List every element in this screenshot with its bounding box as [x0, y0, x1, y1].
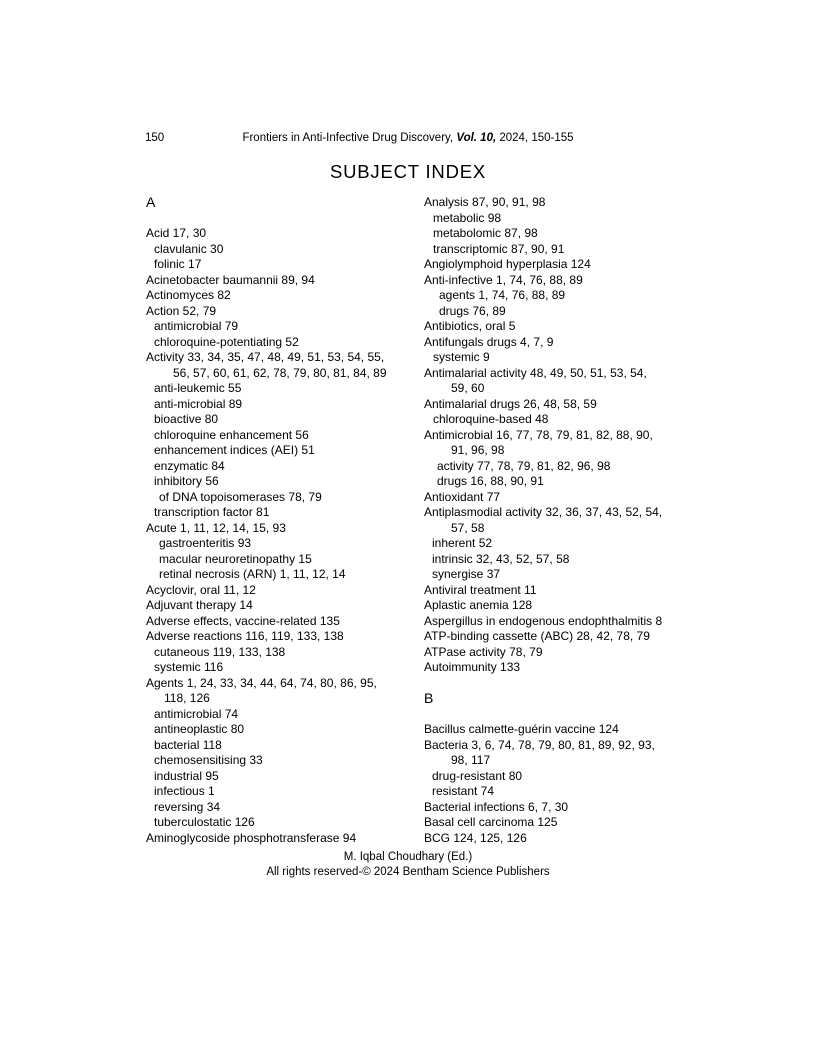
index-entry: chemosensitising 33 — [154, 753, 263, 767]
index-entry: Antiviral treatment 11 — [424, 582, 537, 597]
index-entry: Antibiotics, oral 5 — [424, 319, 516, 333]
footer-copyright: All rights reserved-© 2024 Bentham Science Publishers — [266, 866, 550, 878]
running-title-volume: Vol. 10, — [456, 132, 497, 144]
index-entry: Acute 1, 11, 12, 14, 15, 93 — [146, 520, 286, 535]
index-entry: 59, 60 — [451, 381, 485, 395]
index-entry: Antioxidant 77 — [424, 489, 501, 504]
index-entry: systemic 116 — [154, 660, 224, 674]
index-entry: Agents 1, 24, 33, 34, 44, 64, 74, 80, 86, 95, — [146, 675, 377, 690]
index-entry: Adjuvant therapy 14 — [146, 598, 253, 612]
index-entry: BCG 124, 125, 126 — [424, 830, 527, 845]
index-entry: antineoplastic 80 — [154, 722, 245, 736]
index-entry: drug-resistant 80 — [432, 768, 523, 783]
index-entry: transcription factor 81 — [154, 505, 270, 519]
index-entry: Adverse reactions 116, 119, 133, 138 — [146, 629, 344, 643]
running-title-prefix: Frontiers in Anti-Infective Drug Discovery, — [242, 132, 457, 144]
index-entry: systemic 9 — [433, 350, 490, 364]
index-entry: metabolomic 87, 98 — [433, 226, 538, 240]
index-entry: Antimalarial drugs 26, 48, 58, 59 — [424, 396, 597, 411]
page-title: SUBJECT INDEX — [329, 161, 487, 182]
index-entry: metabolic 98 — [433, 210, 502, 225]
running-title-suffix: 2024, 150-155 — [496, 132, 574, 144]
index-entry: folinic 17 — [154, 257, 202, 271]
index-entry: chloroquine-potentiating 52 — [154, 334, 299, 349]
index-entry: Aspergillus in endogenous endophthalmitis 8 — [424, 613, 663, 628]
running-title — [0, 132, 816, 144]
index-entry: Bacteria 3, 6, 74, 78, 79, 80, 81, 89, 92, 93, — [424, 737, 655, 752]
index-entry: activity 77, 78, 79, 81, 82, 96, 98 — [437, 458, 611, 473]
index-entry: Antiplasmodial activity 32, 36, 37, 43, 52, 54, — [424, 505, 663, 519]
index-entry: ATPase activity 78, 79 — [424, 644, 543, 659]
index-entry: Antifungals drugs 4, 7, 9 — [424, 334, 554, 349]
index-entry: inherent 52 — [432, 536, 493, 550]
index-entry: infectious 1 — [154, 784, 215, 798]
index-entry: Actinomyces 82 — [146, 288, 231, 302]
index-entry: of DNA topoisomerases 78, 79 — [159, 489, 322, 504]
index-entry: enhancement indices (AEI) 51 — [154, 443, 315, 457]
index-entry: 91, 96, 98 — [451, 443, 505, 457]
page-number: 150 — [145, 132, 165, 144]
index-entry: antimicrobial 79 — [154, 319, 239, 333]
index-entry: anti-leukemic 55 — [154, 381, 242, 395]
index-entry: 98, 117 — [451, 753, 491, 767]
index-entry: inhibitory 56 — [154, 474, 219, 488]
index-entry: Adverse effects, vaccine-related 135 — [146, 613, 340, 628]
index-entry: transcriptomic 87, 90, 91 — [433, 241, 565, 256]
index-entry: Bacterial infections 6, 7, 30 — [424, 799, 569, 814]
index-entry: Autoimmunity 133 — [424, 660, 521, 674]
index-entry: Anti-infective 1, 74, 76, 88, 89 — [424, 272, 583, 287]
index-entry: industrial 95 — [154, 768, 219, 783]
index-entry: drugs 76, 89 — [439, 303, 506, 318]
blank-line — [424, 707, 724, 723]
index-entry: intrinsic 32, 43, 52, 57, 58 — [432, 551, 570, 566]
index-entry: drugs 16, 88, 90, 91 — [437, 474, 544, 488]
index-entry: Action 52, 79 — [146, 303, 217, 318]
running-head — [0, 132, 816, 148]
index-entry: bacterial 118 — [154, 737, 222, 752]
index-entry: resistant 74 — [432, 784, 495, 798]
index-entry: Bacillus calmette-guérin vaccine 124 — [424, 722, 619, 736]
index-entry: Activity 33, 34, 35, 47, 48, 49, 51, 53, 54, 55, — [146, 350, 385, 364]
index-entry: synergise 37 — [432, 567, 501, 581]
blank-line — [424, 676, 724, 692]
footer-editor: M. Iqbal Choudhary (Ed.) — [343, 851, 473, 863]
index-entry: tuberculostatic 126 — [154, 815, 255, 829]
index-entry: agents 1, 74, 76, 88, 89 — [439, 288, 566, 302]
index-entry: gastroenteritis 93 — [159, 536, 252, 550]
index-entry: retinal necrosis (ARN) 1, 11, 12, 14 — [159, 567, 346, 581]
index-entry: clavulanic 30 — [154, 241, 224, 256]
index-entry: reversing 34 — [154, 799, 221, 814]
index-entry: Antimalarial activity 48, 49, 50, 51, 53, 54, — [424, 365, 647, 380]
index-entry: 56, 57, 60, 61, 62, 78, 79, 80, 81, 84, 89 — [173, 365, 387, 380]
index-entry: chloroquine-based 48 — [433, 412, 549, 426]
index-entry: chloroquine enhancement 56 — [154, 427, 309, 442]
index-entry: Angiolymphoid hyperplasia 124 — [424, 257, 591, 271]
page-footer — [0, 850, 816, 880]
index-entry: ATP-binding cassette (ABC) 28, 42, 78, 79 — [424, 629, 650, 643]
index-entry: antimicrobial 74 — [154, 706, 239, 721]
section-letter: B — [424, 690, 434, 706]
index-entry: Basal cell carcinoma 125 — [424, 815, 558, 829]
index-column-left — [146, 195, 424, 846]
index-entry: 118, 126 — [164, 691, 210, 705]
index-entry: 57, 58 — [451, 520, 485, 535]
blank-line — [146, 211, 424, 227]
index-entry: anti-microbial 89 — [154, 396, 243, 411]
index-entry: Acinetobacter baumannii 89, 94 — [146, 272, 315, 287]
index-entry: Analysis 87, 90, 91, 98 — [424, 195, 546, 209]
index-entry: Antimicrobial 16, 77, 78, 79, 81, 82, 88, 90, — [424, 427, 653, 442]
index-entry: Acid 17, 30 — [146, 226, 207, 240]
index-entry: Aminoglycoside phosphotransferase 94 — [146, 830, 357, 845]
index-entry: bioactive 80 — [154, 412, 219, 426]
index-entry: Aplastic anemia 128 — [424, 598, 533, 612]
index-entry: macular neuroretinopathy 15 — [159, 551, 312, 566]
index-entry: enzymatic 84 — [154, 458, 225, 473]
index-entry: cutaneous 119, 133, 138 — [154, 644, 286, 659]
index-entry: Acyclovir, oral 11, 12 — [146, 582, 256, 597]
section-letter: A — [146, 194, 156, 210]
index-column-right — [424, 195, 724, 846]
